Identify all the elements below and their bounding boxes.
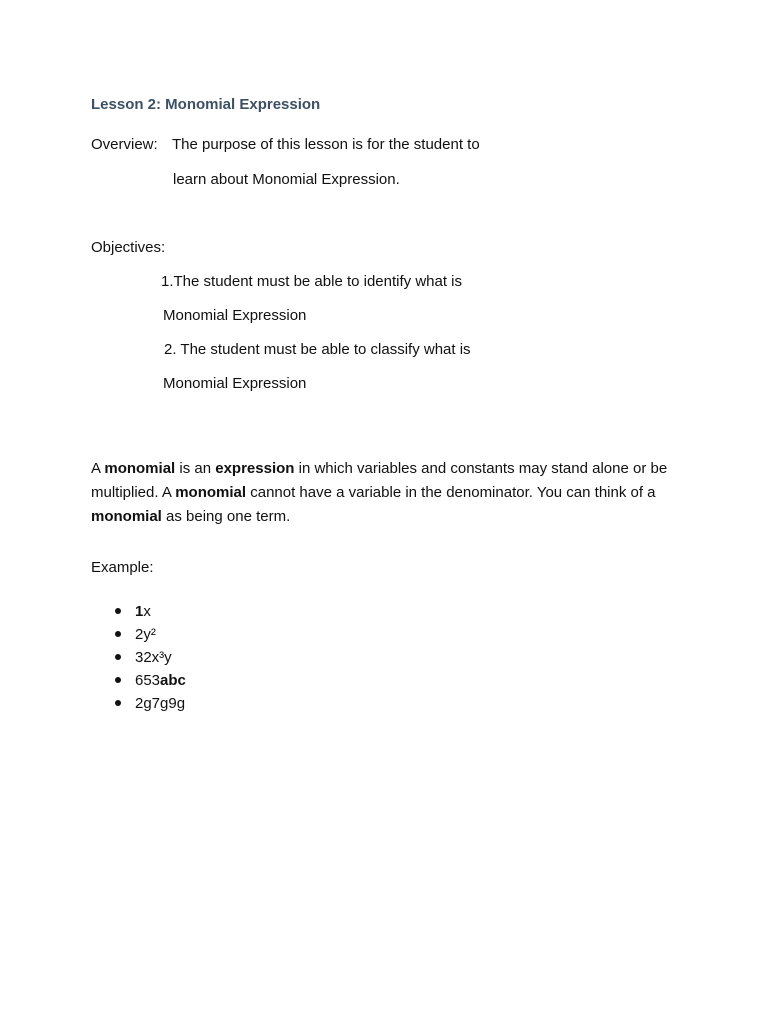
definition-paragraph	[91, 457, 691, 529]
lesson-title: Lesson 2: Monomial Expression	[91, 96, 321, 113]
bullet-icon	[115, 677, 121, 683]
example-label: Example:	[91, 559, 154, 576]
overview-label: Overview:	[91, 136, 158, 153]
overview-text-line2: learn about Monomial Expression.	[173, 171, 400, 188]
example-text: 32x³y	[135, 649, 172, 666]
objective-1-line1: 1.The student must be able to identify what is	[161, 273, 463, 290]
definition-text-5: as being one term.	[161, 508, 291, 525]
bullet-icon	[115, 700, 121, 706]
example-text: x	[143, 603, 151, 620]
example-text: 653	[135, 672, 161, 689]
example-item	[115, 623, 186, 646]
definition-bold-monomial-1: monomial	[104, 460, 176, 477]
example-bold-suffix: abc	[160, 672, 186, 689]
bullet-icon	[115, 631, 121, 637]
objective-2-line1: 2. The student must be able to classify what is	[164, 341, 471, 358]
definition-bold-expression: expression	[215, 460, 295, 477]
example-item	[115, 669, 186, 692]
definition-text-2: is an	[175, 460, 216, 477]
bullet-icon	[115, 654, 121, 660]
objective-1-line2: Monomial Expression	[163, 307, 307, 324]
example-bold-prefix: 1	[135, 603, 144, 620]
definition-bold-monomial-3: monomial	[91, 508, 162, 525]
overview-text-line1: The purpose of this lesson is for the student to	[172, 136, 480, 153]
example-text: 2g7g9g	[135, 695, 186, 712]
example-text: 2y²	[135, 626, 156, 643]
objectives-label: Objectives:	[91, 239, 166, 256]
definition-text-1: A	[91, 460, 105, 477]
objective-2-line2: Monomial Expression	[163, 375, 307, 392]
bullet-icon	[115, 608, 121, 614]
definition-text-3: in which variables and constants may stand alone or be multiplied. A	[91, 460, 668, 501]
example-item	[115, 646, 186, 669]
definition-bold-monomial-2: monomial	[175, 484, 247, 501]
definition-text-4: cannot have a variable in the denominator. You can think of a	[246, 484, 656, 501]
example-item	[115, 692, 186, 715]
example-list	[115, 600, 186, 715]
example-item	[115, 600, 186, 623]
